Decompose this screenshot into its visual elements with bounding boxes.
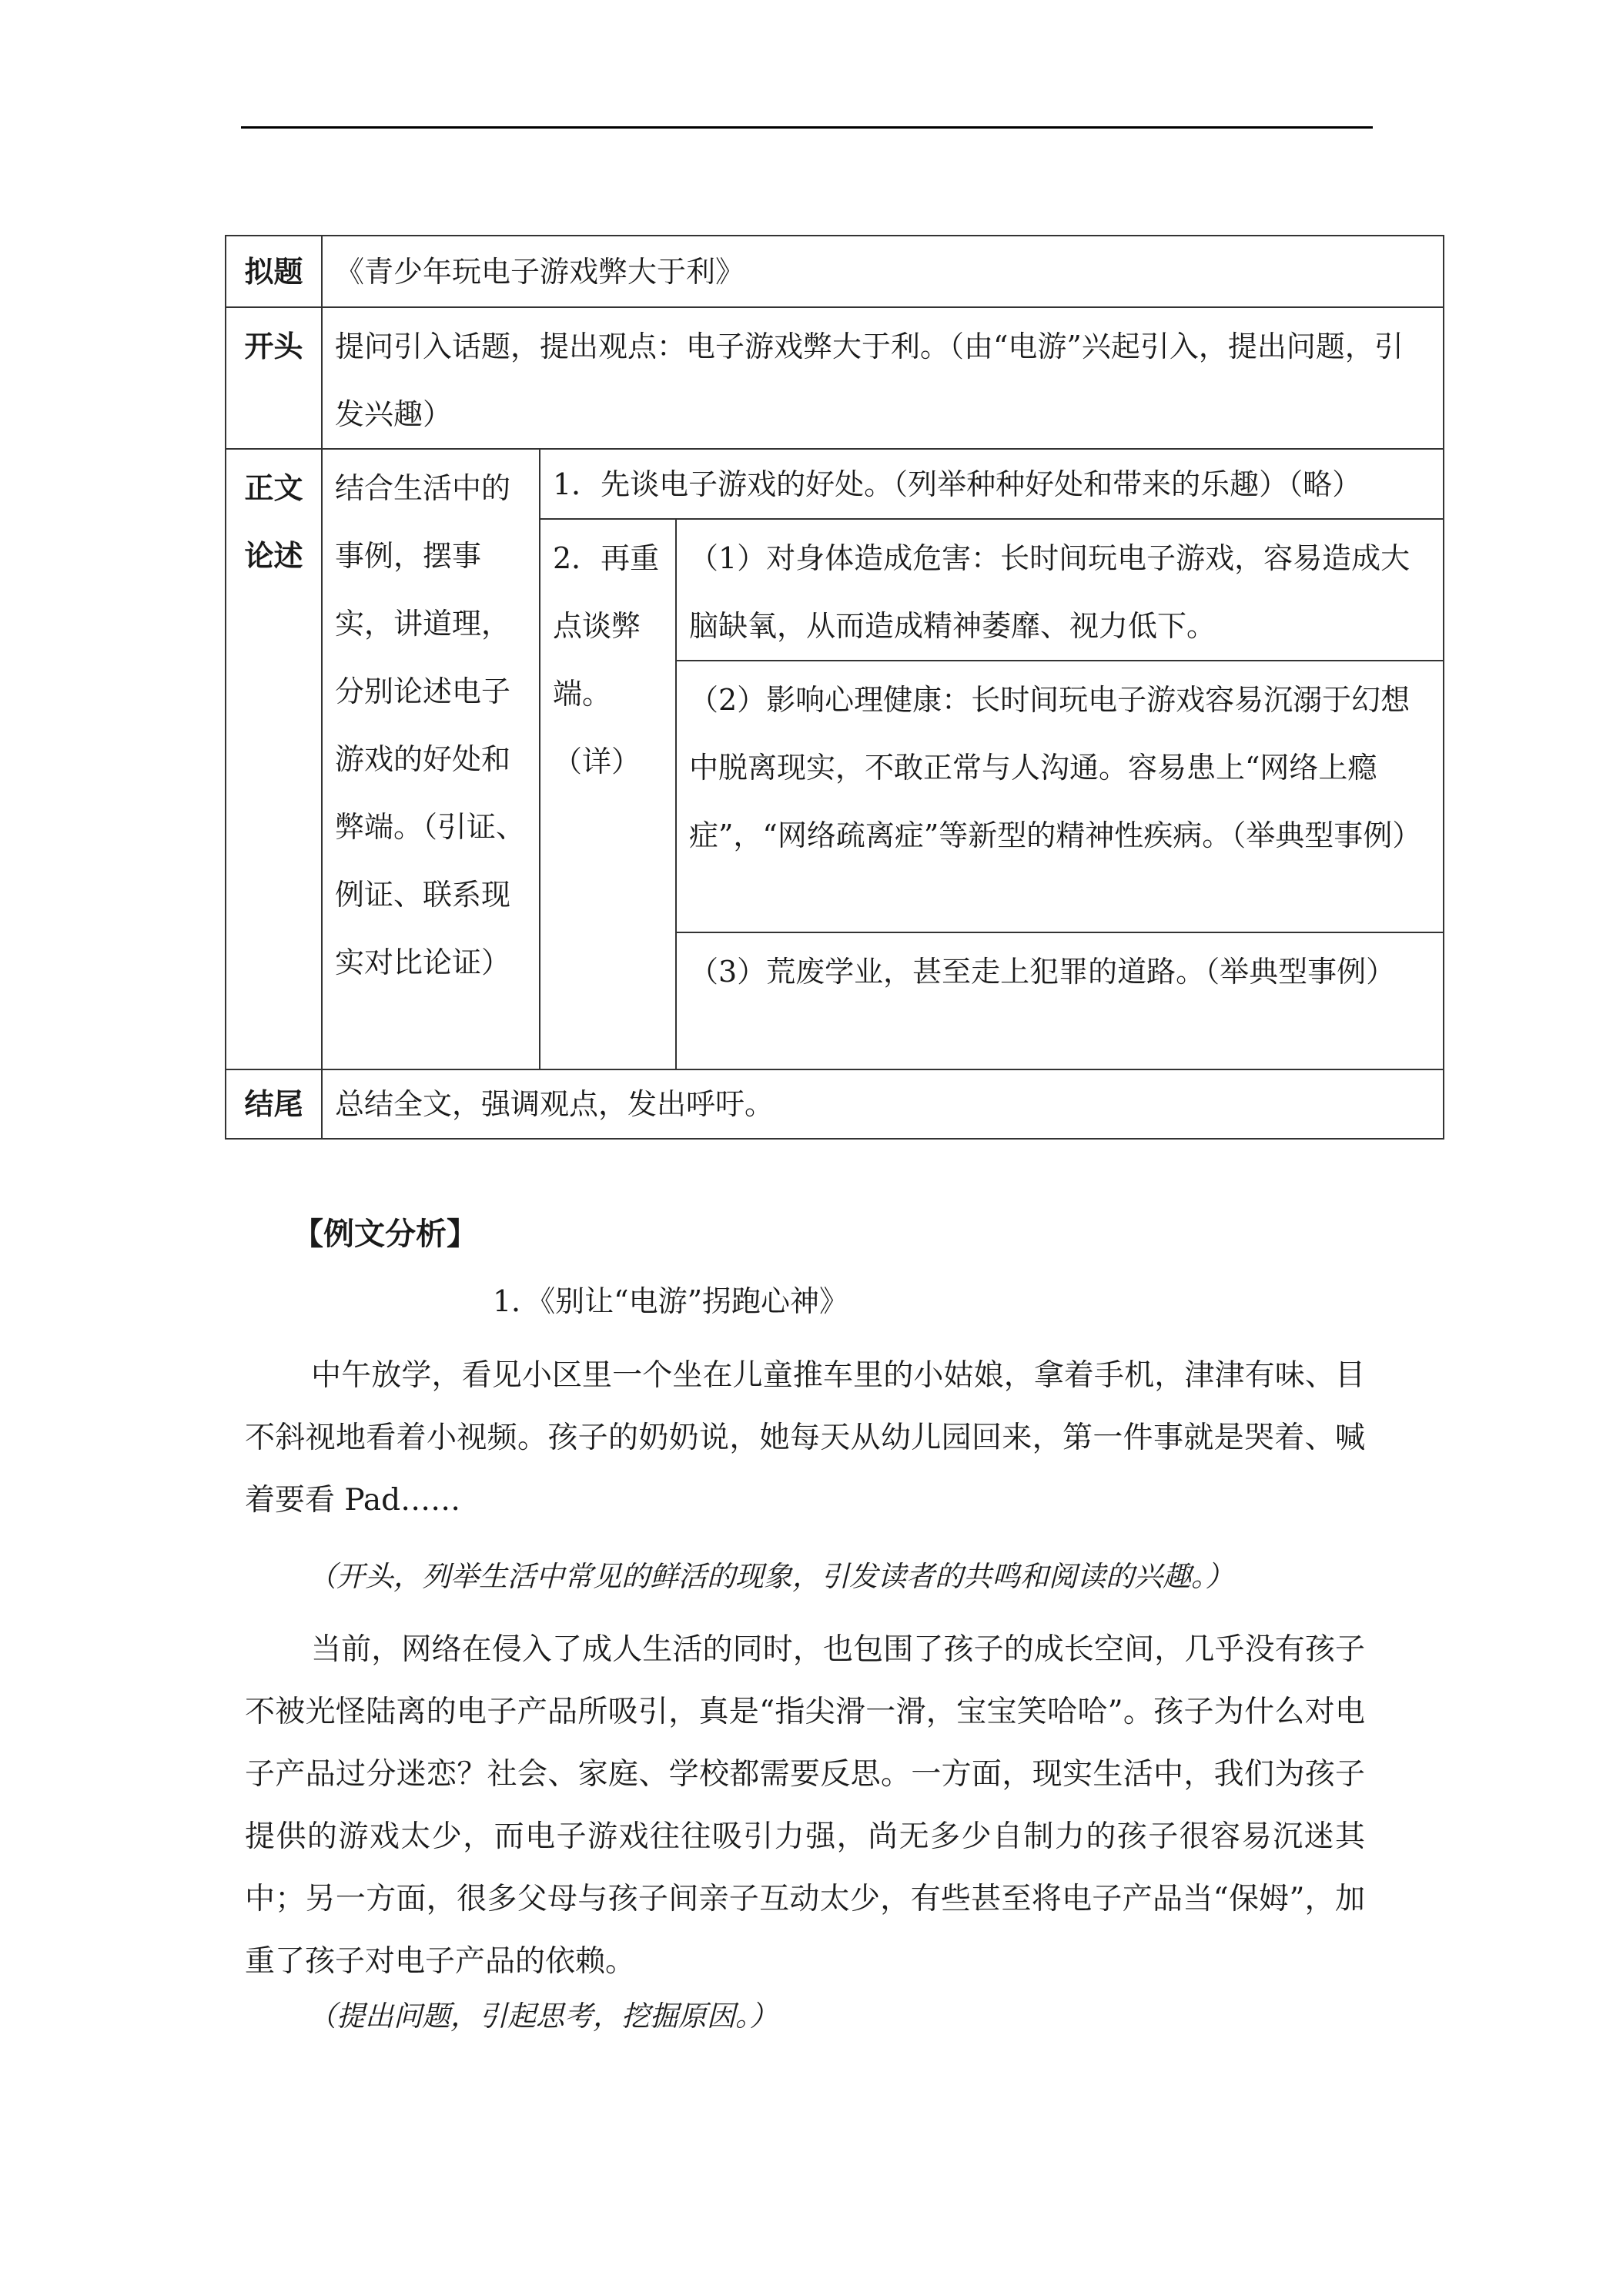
point1-cell: 1．先谈电子游戏的好处。（列举种种好处和带来的乐趣）（略）: [540, 449, 1444, 519]
analysis-heading: 【例文分析】: [293, 1217, 477, 1252]
opening-row-content: 提问引入话题，提出观点：电子游戏弊大于利。（由“电游”兴起引入，提出问题，引发兴趣）: [322, 307, 1444, 449]
essay-outline-table: [225, 235, 1444, 1140]
annotation-2: （提出问题，引起思考，挖掘原因。）: [308, 2000, 778, 2033]
ending-row-content: 总结全文，强调观点，发出呼吁。: [322, 1069, 1444, 1139]
body-row: [226, 449, 1444, 519]
essay-paragraph-2: 当前，网络在侵入了成人生活的同时，也包围了孩子的成长空间，几乎没有孩子不被光怪陆离的电子产品所吸引，真是“指尖滑一滑，宝宝笑哈哈”。孩子为什么对电子产品过分迷恋？社会、家庭、学校都需要反思。一方面，现实生活中，我们为孩子提供的游戏太少，而电子游戏往往吸引力强，尚无多少自制力的孩子很容易沉迷其中；另一方面，很多父母与孩子间亲子互动太少，有些甚至将电子产品当“保姆”，加重了孩子对电子产品的依赖。: [245, 1632, 1365, 1979]
point2-cell: 2．再重点谈弊端。（详）: [540, 519, 676, 1069]
title-row-content: 《青少年玩电子游戏弊大于利》: [322, 236, 1444, 307]
title-row-label: 拟题: [226, 236, 322, 307]
opening-row-label: 开头: [226, 307, 322, 449]
body-method-cell: 结合生活中的事例，摆事实，讲道理，分别论述电子游戏的好处和弊端。（引证、例证、联系现实对比论证）: [322, 449, 540, 1069]
essay-paragraph-1: 中午放学，看见小区里一个坐在儿童推车里的小姑娘，拿着手机，津津有味、目不斜视地看着小视频。孩子的奶奶说，她每天从幼儿园回来，第一件事就是哭着、喊着要看 Pad……: [245, 1358, 1365, 1518]
harm2-cell: （2）影响心理健康：长时间玩电子游戏容易沉溺于幻想中脱离现实，不敢正常与人沟通。容易患上“网络上瘾症”，“网络疏离症”等新型的精神性疾病。（举典型事例）: [676, 661, 1444, 932]
ending-row: [226, 1069, 1444, 1139]
harm3-cell: （3）荒废学业，甚至走上犯罪的道路。（举典型事例）: [676, 932, 1444, 1069]
essay-title: 1．《别让“电游”拐跑心神》: [493, 1284, 849, 1318]
header-rule: [241, 126, 1373, 129]
ending-row-label: 结尾: [226, 1069, 322, 1139]
title-row: [226, 236, 1444, 307]
opening-row: [226, 307, 1444, 449]
annotation-1: （开头，列举生活中常见的鲜活的现象，引发读者的共鸣和阅读的兴趣。）: [308, 1560, 1234, 1593]
body-row-label: 正文 论述: [226, 449, 322, 1069]
harm1-cell: （1）对身体造成危害：长时间玩电子游戏，容易造成大脑缺氧，从而造成精神萎靡、视力低下。: [676, 519, 1444, 661]
